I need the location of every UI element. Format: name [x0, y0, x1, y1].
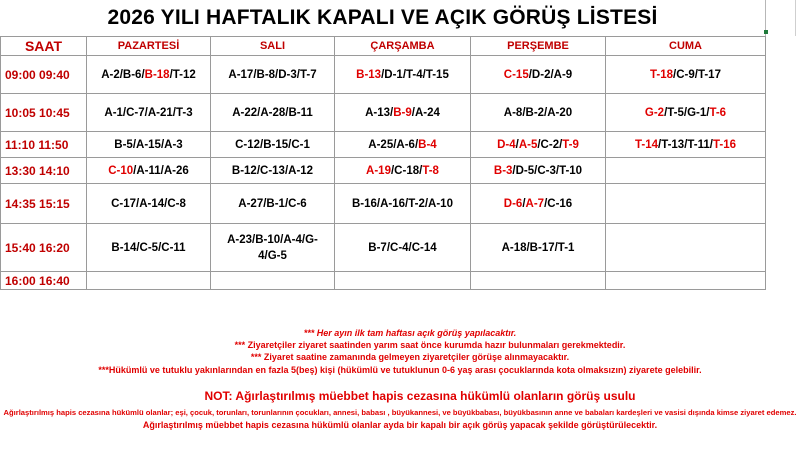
- highlighted-code: T-6: [709, 106, 727, 119]
- header-row: [1, 37, 766, 56]
- table-row: [1, 56, 766, 94]
- highlighted-code: G-2: [644, 106, 665, 119]
- schedule-cell: [471, 272, 606, 290]
- schedule-cell: [211, 158, 335, 184]
- schedule-cell: [471, 56, 606, 94]
- schedule-cell: [606, 94, 766, 132]
- header-cuma: CUMA: [606, 37, 766, 56]
- schedule-cell: [211, 272, 335, 290]
- code-text: /D-2/A-9: [528, 68, 573, 81]
- code-text: /C-9/T-17: [673, 68, 721, 81]
- code-text: B-12/C-13/A-12: [231, 164, 314, 177]
- table-row: [1, 132, 766, 158]
- schedule-cell: [87, 184, 211, 224]
- note-visitor-limit: ***Hükümlü ve tutuklu yakınlarından en fazla 5(beş) kişi (hükümlü ve tutuklunun 0-6 yaş arası çocuklarında kota olmaksızın) ziyarete gelebilir.: [98, 365, 702, 375]
- schedule-cell: [211, 132, 335, 158]
- schedule-cell: [471, 224, 606, 272]
- code-text: /A-24: [411, 106, 440, 119]
- highlighted-code: T-8: [422, 164, 439, 177]
- header-pazartesi: PAZARTESİ: [87, 37, 211, 56]
- time-slot: 11:10 11:50: [1, 132, 87, 158]
- note-relatives: Ağırlaştırılmış hapis cezasına hükümlü olanlar; eşi, çocuk, torunları, torunlarının çocukları, annesi, babası , büyükannesi, ve büyükbabası, büyükbasının anne ve babaları kardeşleri ve vasisi dışında kimse ziyaret edemez.: [3, 408, 797, 417]
- schedule-table: [0, 36, 766, 290]
- code-text: /C-16: [544, 197, 573, 210]
- schedule-cell: [606, 158, 766, 184]
- code-text: B-5/A-15/A-3: [114, 138, 183, 151]
- highlighted-code: A-19: [366, 164, 391, 177]
- schedule-cell: [471, 132, 606, 158]
- code-text: A-25/A-6/: [368, 138, 419, 151]
- table-row: [1, 94, 766, 132]
- code-text: A-1/C-7/A-21/T-3: [104, 106, 193, 119]
- schedule-cell: [335, 224, 471, 272]
- time-slot: 09:00 09:40: [1, 56, 87, 94]
- time-slot: 14:35 15:15: [1, 184, 87, 224]
- schedule-cell: [471, 158, 606, 184]
- schedule-cell: [606, 132, 766, 158]
- schedule-cell: [606, 272, 766, 290]
- schedule-cell: [87, 272, 211, 290]
- schedule-cell: [335, 184, 471, 224]
- schedule-cell: [471, 184, 606, 224]
- note-arrival: *** Ziyaretçiler ziyaret saatinden yarım saat önce kurumda hazır bulunmaları gerekmektedir.: [234, 340, 626, 350]
- table-row: [1, 184, 766, 224]
- time-slot: 16:00 16:40: [1, 272, 87, 290]
- code-text: /T-13/T-11/: [658, 138, 713, 151]
- code-text: A-13/: [365, 106, 394, 119]
- note-heading: NOT: Ağırlaştırılmış müebbet hapis cezasına hükümlü olanların görüş usulu: [204, 389, 636, 403]
- highlighted-code: T-9: [562, 138, 579, 151]
- code-text: A-23/B-10/A-4/G-4/G-5: [227, 233, 318, 262]
- schedule-cell: [335, 158, 471, 184]
- table-row: [1, 158, 766, 184]
- code-text: C-12/B-15/C-1: [235, 138, 310, 151]
- header-sali: SALI: [211, 37, 335, 56]
- highlighted-code: A-7: [525, 197, 545, 210]
- time-slot: 15:40 16:20: [1, 224, 87, 272]
- code-text: /C-18/: [390, 164, 423, 177]
- header-saat: SAAT: [1, 37, 87, 56]
- schedule-cell: [87, 224, 211, 272]
- cell-selection-handle[interactable]: [764, 30, 768, 34]
- table-row: [1, 272, 766, 290]
- time-slot: 10:05 10:45: [1, 94, 87, 132]
- code-text: C-17/A-14/C-8: [111, 197, 186, 210]
- schedule-cell: [335, 56, 471, 94]
- time-slot: 13:30 14:10: [1, 158, 87, 184]
- schedule-cell: [606, 224, 766, 272]
- code-text: /T-5/G-1/: [664, 106, 710, 119]
- schedule-cell: [87, 158, 211, 184]
- schedule-cell: [87, 94, 211, 132]
- note-late: *** Ziyaret saatine zamanında gelmeyen ziyaretçiler görüşe alınmayacaktır.: [250, 352, 570, 362]
- code-text: B-7/C-4/C-14: [368, 241, 437, 254]
- highlighted-code: B-9: [393, 106, 412, 119]
- highlighted-code: C-10: [108, 164, 134, 177]
- highlighted-code: T-18: [650, 68, 674, 81]
- highlighted-code: B-18: [144, 68, 170, 81]
- code-text: A-22/A-28/B-11: [232, 106, 313, 119]
- highlighted-code: T-14: [634, 138, 658, 151]
- notes-section: [0, 327, 800, 432]
- highlighted-code: D-4: [497, 138, 516, 151]
- code-text: /C-2/: [537, 138, 563, 151]
- highlighted-code: C-15: [503, 68, 529, 81]
- schedule-cell: [606, 184, 766, 224]
- schedule-cell: [211, 56, 335, 94]
- column-divider: [795, 0, 796, 36]
- schedule-cell: [335, 272, 471, 290]
- schedule-cell: [211, 184, 335, 224]
- highlighted-code: B-13: [356, 68, 382, 81]
- code-text: B-14/C-5/C-11: [111, 241, 186, 254]
- header-carsamba: ÇARŞAMBA: [335, 37, 471, 56]
- code-text: A-2/B-6/: [101, 68, 145, 81]
- page-title: 2026 YILI HAFTALIK KAPALI VE AÇIK GÖRÜŞ LİSTESİ: [107, 6, 658, 29]
- schedule-cell: [87, 132, 211, 158]
- schedule-cell: [471, 94, 606, 132]
- code-text: A-18/B-17/T-1: [501, 241, 575, 254]
- schedule-cell: [211, 94, 335, 132]
- header-persembe: PERŞEMBE: [471, 37, 606, 56]
- schedule-cell: [606, 56, 766, 94]
- schedule-cell: [335, 94, 471, 132]
- note-monthly: Ağırlaştırılmış müebbet hapis cezasına hükümlü olanlar ayda bir kapalı bir açık görüş yapacak şekilde görüştürülecektir.: [142, 420, 658, 430]
- schedule-cell: [335, 132, 471, 158]
- code-text: /T-12: [169, 68, 196, 81]
- code-text: A-8/B-2/A-20: [503, 106, 573, 119]
- highlighted-code: B-4: [418, 138, 437, 151]
- schedule-cell: [87, 56, 211, 94]
- note-open-visit: *** Her ayın ilk tam haftası açık görüş yapılacaktır.: [303, 328, 517, 338]
- code-text: /A-11/A-26: [133, 164, 189, 177]
- highlighted-code: D-6: [503, 197, 523, 210]
- code-text: /D-1/T-4/T-15: [381, 68, 449, 81]
- highlighted-code: B-3: [493, 164, 513, 177]
- highlighted-code: T-16: [712, 138, 736, 151]
- code-text: /D-5/C-3/T-10: [512, 164, 583, 177]
- schedule-cell: [211, 224, 335, 272]
- table-row: [1, 224, 766, 272]
- code-text: /: [522, 197, 526, 210]
- highlighted-code: A-5: [518, 138, 538, 151]
- code-text: /: [515, 138, 519, 151]
- code-text: A-27/B-1/C-6: [238, 197, 307, 210]
- code-text: B-16/A-16/T-2/A-10: [352, 197, 453, 210]
- code-text: A-17/B-8/D-3/T-7: [228, 68, 317, 81]
